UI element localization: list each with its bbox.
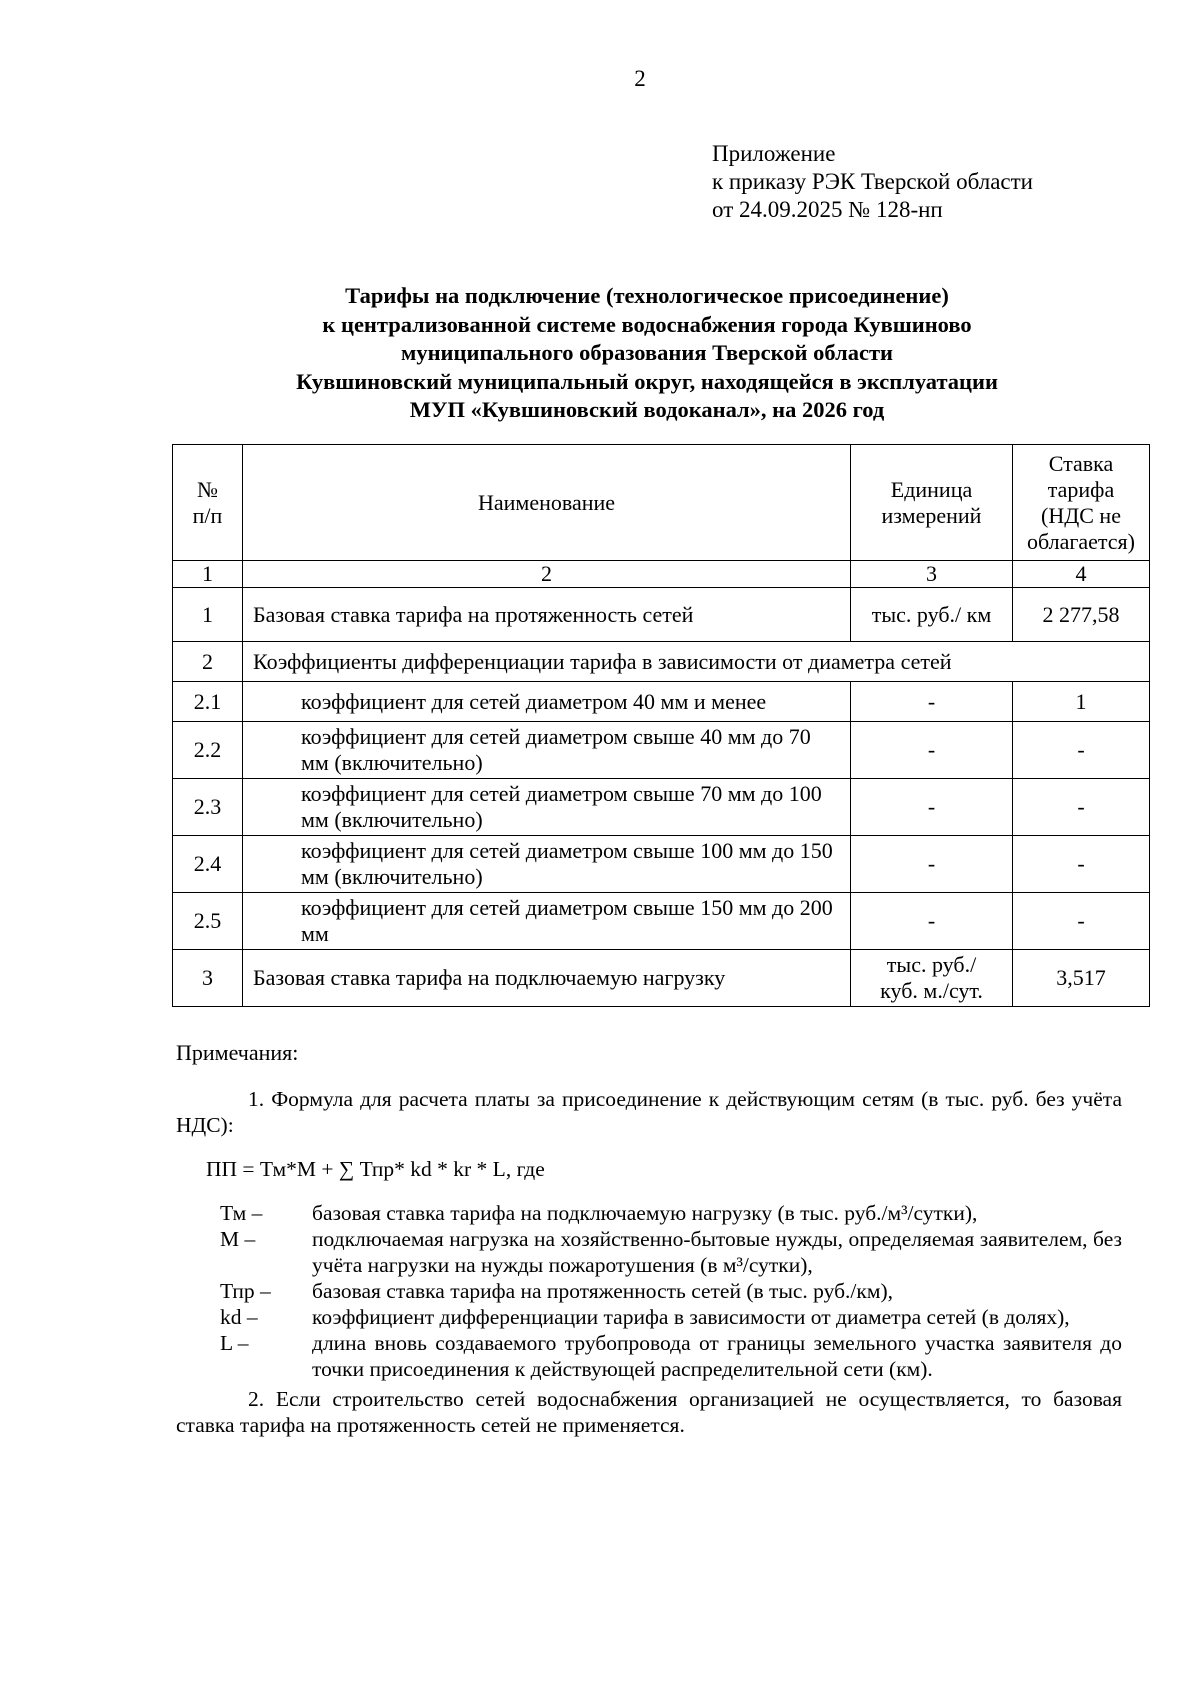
row-unit: тыс. руб./ км [851,588,1013,642]
col-number: 4 [1013,561,1150,588]
row-unit: - [851,893,1013,950]
row-unit: - [851,779,1013,836]
row-name: коэффициент для сетей диаметром свыше 100 мм до 150 мм (включительно) [243,836,851,893]
table-row [173,588,1150,642]
definition-item [176,1278,1122,1304]
row-name: коэффициент для сетей диаметром свыше 150 мм до 200 мм [243,893,851,950]
definition-term: Тм – [220,1201,263,1225]
header-unit: Единица измерений [851,445,1013,561]
table-row [173,642,1150,682]
row-unit: - [851,682,1013,722]
row-rate: - [1013,893,1150,950]
definition-desc: подключаемая нагрузка на хозяйственно-бытовые нужды, определяемая заявителем, без учёта нагрузки на нужды пожаротушения (в м³/сутки), [312,1227,1122,1277]
row-num: 3 [173,950,243,1007]
table-row [173,836,1150,893]
col-number: 3 [851,561,1013,588]
definition-desc: базовая ставка тарифа на подключаемую нагрузку (в тыс. руб./м³/сутки), [312,1201,978,1225]
row-rate: 1 [1013,682,1150,722]
appendix-line: к приказу РЭК Тверской области [712,169,1033,194]
row-num: 2.3 [173,779,243,836]
row-rate: 3,517 [1013,950,1150,1007]
header-rate: Ставка тарифа (НДС не облагается) [1013,445,1150,561]
definition-term: kd – [220,1305,258,1329]
row-num: 2 [173,642,243,682]
row-name: Базовая ставка тарифа на протяженность сетей [243,588,851,642]
title-line: Кувшиновский муниципальный округ, находящейся в эксплуатации [296,368,998,394]
row-name: Коэффициенты дифференциации тарифа в зависимости от диаметра сетей [243,642,1150,682]
definition-term: L – [220,1331,249,1355]
notes-section [176,1086,1122,1438]
row-name: коэффициент для сетей диаметром свыше 70 мм до 100 мм (включительно) [243,779,851,836]
note-item-1: 1. Формула для расчета платы за присоединение к действующим сетям (в тыс. руб. без учёта НДС): [176,1087,1122,1137]
appendix-block [712,140,1033,224]
title-line: МУП «Кувшиновский водоканал», на 2026 год [409,397,885,422]
table-header-row [173,445,1150,561]
row-unit: - [851,836,1013,893]
table-row [173,893,1150,950]
notes-label: Примечания: [176,1040,299,1065]
formula: ПП = Тм*М + ∑ Тпр* kd * kr * L, где [206,1157,545,1181]
definition-desc: коэффициент дифференциации тарифа в зависимости от диаметра сетей (в долях), [312,1305,1070,1329]
tariff-table [172,444,1150,1007]
row-rate: - [1013,722,1150,779]
row-num: 2.2 [173,722,243,779]
table-row [173,779,1150,836]
definition-desc: базовая ставка тарифа на протяженность сетей (в тыс. руб./км), [312,1279,893,1303]
row-rate: - [1013,779,1150,836]
row-name: коэффициент для сетей диаметром свыше 40 мм до 70 мм (включительно) [243,722,851,779]
row-num: 2.5 [173,893,243,950]
row-num: 2.1 [173,682,243,722]
row-rate: - [1013,836,1150,893]
document-title [172,282,1122,425]
definition-item [176,1330,1122,1382]
table-row [173,950,1150,1007]
row-rate: 2 277,58 [1013,588,1150,642]
definition-item [176,1226,1122,1278]
table-row [173,682,1150,722]
row-name: коэффициент для сетей диаметром 40 мм и менее [243,682,851,722]
row-num: 1 [173,588,243,642]
definitions-list [176,1200,1122,1382]
title-line: муниципального образования Тверской области [401,340,893,365]
row-unit: тыс. руб./ куб. м./сут. [851,950,1013,1007]
table-row [173,722,1150,779]
row-num: 2.4 [173,836,243,893]
appendix-line: от 24.09.2025 № 128-нп [712,197,943,222]
title-line: Тарифы на подключение (технологическое присоединение) [345,283,949,308]
header-num: № п/п [173,445,243,561]
column-numbers-row [173,561,1150,588]
col-number: 1 [173,561,243,588]
row-name: Базовая ставка тарифа на подключаемую нагрузку [243,950,851,1007]
definition-item [176,1304,1122,1330]
row-unit: - [851,722,1013,779]
page-number: 2 [634,66,646,91]
col-number: 2 [243,561,851,588]
header-name: Наименование [243,445,851,561]
definition-term: Тпр – [220,1279,271,1303]
title-line: к централизованной системе водоснабжения города Кувшиново [322,311,972,337]
note-item-2: 2. Если строительство сетей водоснабжения организацией не осуществляется, то базовая ставка тарифа на протяженность сетей не применяется. [176,1387,1122,1437]
definition-item [176,1200,1122,1226]
appendix-line: Приложение [712,141,836,166]
definition-desc: длина вновь создаваемого трубопровода от границы земельного участка заявителя до точки присоединения к действующей распределительной сети (км). [312,1331,1122,1381]
definition-term: М – [220,1227,256,1251]
